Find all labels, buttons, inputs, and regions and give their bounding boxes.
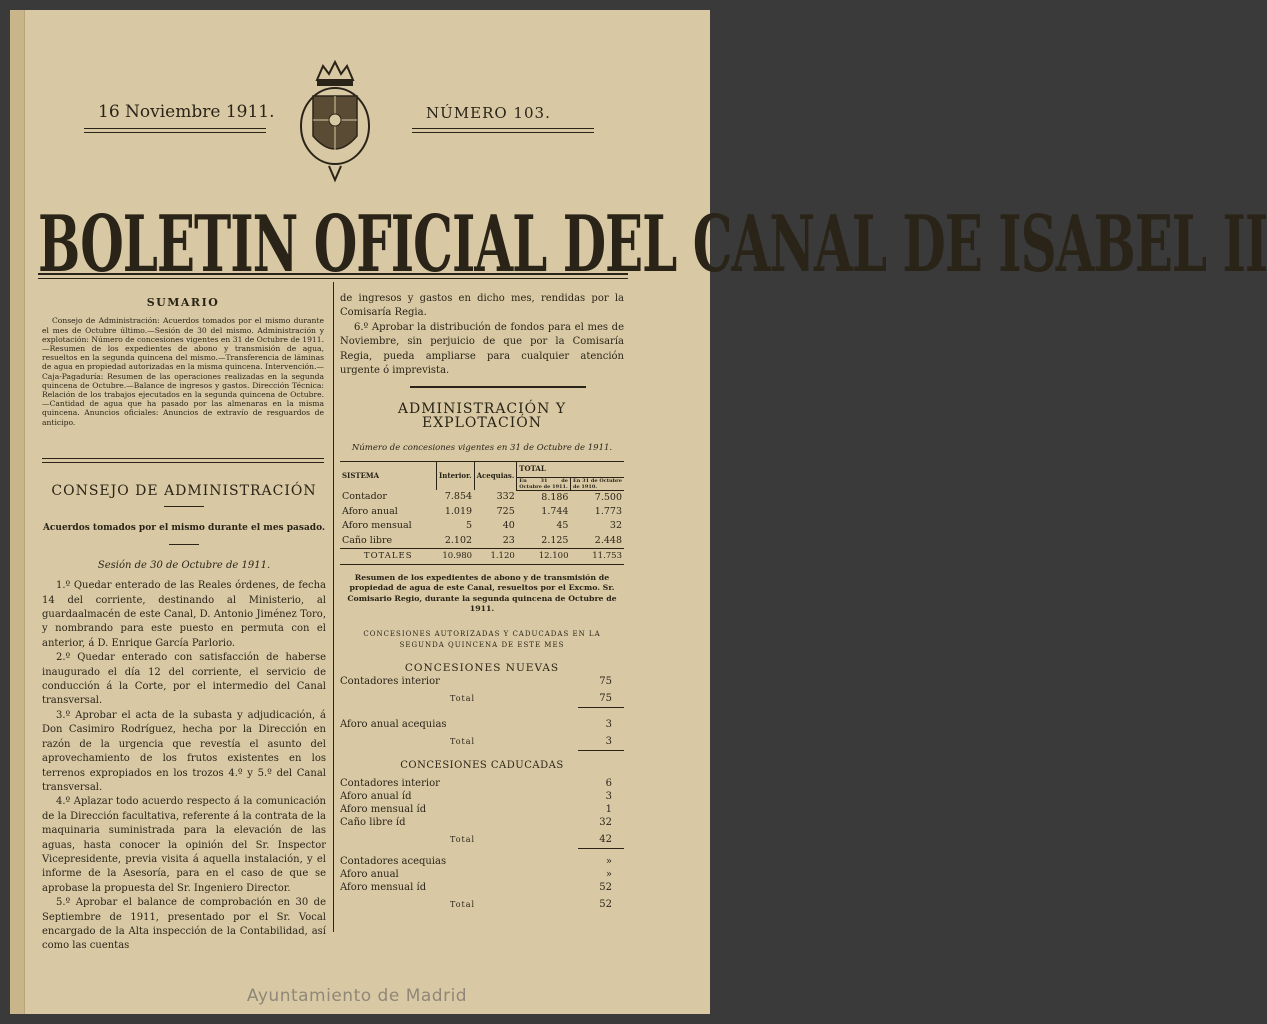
cell: 40 <box>502 520 515 532</box>
table-header: SISTEMA <box>340 462 437 490</box>
list-item <box>340 881 624 894</box>
cell: Aforo mensual <box>342 520 412 532</box>
table-row <box>340 534 624 549</box>
table-header: Acequias. <box>474 462 517 490</box>
list-item <box>340 803 624 816</box>
cell: TOTALES <box>363 551 413 562</box>
item-value: 6 <box>605 778 612 790</box>
item-label: Aforo mensual íd <box>340 882 427 894</box>
divider <box>578 848 624 849</box>
table-row <box>340 490 624 505</box>
cell: 332 <box>496 491 515 503</box>
divider <box>164 506 204 507</box>
caducadas-heading: CONCESIONES CADUCADAS <box>400 760 564 772</box>
item-label: Caño libre íd <box>340 817 406 829</box>
divider <box>578 750 624 751</box>
item-label: Total <box>450 694 476 704</box>
table-row <box>340 519 624 533</box>
consejo-heading: CONSEJO DE ADMINISTRACIÓN <box>51 483 317 499</box>
item-label: Aforo anual acequias <box>340 719 447 731</box>
list-item <box>340 777 624 790</box>
cell: 12.100 <box>538 551 569 562</box>
divider <box>42 458 324 459</box>
cell: 1.120 <box>490 551 515 562</box>
sumario-heading: SUMARIO <box>146 296 220 309</box>
list-item <box>340 868 624 881</box>
page-spine <box>10 10 25 1014</box>
cell: Contador <box>342 491 387 503</box>
cell: 1.019 <box>444 506 473 518</box>
item-value: 52 <box>599 899 612 911</box>
item-label: Total <box>450 835 476 845</box>
item-value: 3 <box>605 719 612 731</box>
sumario-text: Consejo de Administración: Acuerdos tomados por el mismo durante el mes de Octubre último.—Sesión de 30 del mismo. Administración y explotación: Número de concesiones vigentes en 31 de Octubre de 1911.—Resumen de los expedientes de abono y transmisión de agua, resueltos en la segunda quincena del mismo.—Transferencia de láminas de agua en propiedad autorizadas en la misma quincena. Intervención.—Caja-Pagaduría: Resumen de las operaciones realizadas en la segunda quincena de Octubre.—Balance de ingresos y gastos. Dirección Técnica: Relación de los trabajos ejecutados en la segunda quincena de Octubre.—Cantidad de agua que ha pasado por las almenaras en la misma quincena. Anuncios oficiales: Anuncios de extravío de resguardos de anticipo. <box>42 316 324 427</box>
total-row <box>340 692 624 705</box>
cell: 1.744 <box>541 506 569 518</box>
table-header: En 31 de Octubre de 1911. <box>517 477 571 490</box>
masthead-rule <box>38 278 628 279</box>
paragraph: 6.º Aprobar la distribución de fondos para el mes de Noviembre, sin perjuicio de que por la Comisaría Regia, pueda ampliarse para cualquier atención urgente ó imprevista. <box>340 321 624 377</box>
paragraph: de ingresos y gastos en dicho mes, rendidas por la Comisaría Regia. <box>340 293 624 319</box>
list-item <box>340 790 624 803</box>
paragraph: 3.º Aprobar el acta de la subasta y adjudicación, á Don Casimiro Rodríguez, hecha por la Dirección en razón de la urgencia que revestía el asunto del aprovechamiento de los frutos existentes en los terrenos expropiados en los trozos 4.º y 5.º del Canal transversal. <box>42 709 326 793</box>
cell: 8.186 <box>541 491 569 503</box>
cell: 1.773 <box>594 506 622 518</box>
divider <box>42 462 324 463</box>
table-row <box>340 505 624 519</box>
table-title: Número de concesiones vigentes en 31 de Octubre de 1911. <box>351 442 613 453</box>
paragraph: 5.º Aprobar el balance de comprobación en 30 de Septiembre de 1911, presentado por el Sr. Vocal encargado de la Alta inspección de la Contabilidad, así como las cuentas <box>42 897 326 952</box>
total-row <box>340 898 624 911</box>
cell: 10.980 <box>442 551 473 562</box>
divider <box>412 128 594 129</box>
cell: Caño libre <box>342 534 393 546</box>
session-title: Sesión de 30 de Octubre de 1911. <box>97 559 271 571</box>
sumario-section <box>42 296 324 427</box>
item-value: 1 <box>605 804 612 816</box>
item-value: » <box>605 856 612 868</box>
item-value: » <box>605 869 612 881</box>
divider <box>169 544 199 545</box>
admin-heading: ADMINISTRACIÓN Y EXPLOTACIÓN <box>397 401 567 432</box>
cell: 725 <box>496 506 515 518</box>
item-label: Aforo anual íd <box>340 791 412 803</box>
masthead-rule <box>38 273 628 275</box>
issue-date: 16 Noviembre 1911. <box>98 102 275 122</box>
table-header: TOTAL <box>517 462 624 477</box>
item-value: 52 <box>599 882 612 894</box>
newspaper-page <box>10 10 1267 1014</box>
table-header: Interior. <box>437 462 475 490</box>
ornament-rule <box>410 386 586 388</box>
total-row <box>340 833 624 846</box>
consejo-section <box>42 484 326 954</box>
royal-crest-icon <box>295 58 375 188</box>
total-row <box>340 735 624 748</box>
cell: 2.125 <box>541 534 569 546</box>
cell: 7.854 <box>444 491 473 503</box>
concesiones-heading: CONCESIONES AUTORIZADAS Y CADUCADAS EN LA SEGUNDA QUINCENA DE ESTE MES <box>363 629 601 649</box>
cell: 5 <box>466 520 473 532</box>
item-value: 3 <box>605 791 612 803</box>
watermark-text: Ayuntamiento de Madrid <box>246 986 468 1006</box>
list-item <box>340 816 624 829</box>
nuevas-heading: CONCESIONES NUEVAS <box>404 661 560 674</box>
item-label: Total <box>450 900 476 910</box>
item-label: Contadores interior <box>340 778 440 790</box>
item-value: 75 <box>599 676 612 688</box>
list-item <box>340 675 624 688</box>
item-label: Aforo mensual íd <box>340 804 427 816</box>
issue-number: NÚMERO 103. <box>426 104 551 122</box>
cell: 2.102 <box>444 534 473 546</box>
paragraph: 4.º Aplazar todo acuerdo respecto á la comunicación de la Dirección facultativa, referente á la contrata de la maquinaria suministrada para la elevación de las aguas, hasta conocer la opinión del Sr. Inspector Vicepresidente, previa visita á aquella instalación, y el informe de la Asesoría, para en el caso de que se aprobase la propuesta del Sr. Ingeniero Director. <box>42 796 326 894</box>
item-value: 42 <box>599 834 612 846</box>
cell: 32 <box>609 520 622 532</box>
item-label: Contadores acequias <box>340 856 447 868</box>
paragraph: 2.º Quedar enterado con satisfacción de haberse inaugurado el día 12 del corriente, el servicio de conducción á la Corte, por el intermedio del Canal transversal. <box>42 652 326 707</box>
item-label: Total <box>450 737 476 747</box>
consejo-subheading: Acuerdos tomados por el mismo durante el mes pasado. <box>42 523 326 534</box>
item-value: 3 <box>605 736 612 748</box>
item-label: Contadores interior <box>340 676 440 688</box>
masthead-title: BOLETIN OFICIAL DEL CANAL DE ISABEL II <box>38 198 1267 290</box>
table-header: En 31 de Octubre de 1910. <box>570 477 624 490</box>
column-divider <box>333 282 334 932</box>
list-item <box>340 718 624 731</box>
paragraph: 1.º Quedar enterado de las Reales órdenes, de fecha 14 del corriente, destinando al Ministerio, al guardaalmacén de este Canal, D. Antonio Jiménez Toro, y nombrando para este puesto en permuta con el anterior, á D. Enrique García Parlorio. <box>42 580 326 649</box>
divider <box>578 707 624 708</box>
cell: 7.500 <box>594 491 622 503</box>
resumen-text: Resumen de los expedientes de abono y de transmisión de propiedad de agua de este Canal, resueltos por el Excmo. Sr. Comisario Regio, durante la segunda quincena de Octubre de 1911. <box>347 572 617 614</box>
divider <box>84 132 266 133</box>
continuation-text <box>340 292 624 378</box>
cell: 11.753 <box>592 551 622 562</box>
item-value: 75 <box>599 693 612 705</box>
cell: 23 <box>502 534 515 546</box>
cell: 2.448 <box>594 534 622 546</box>
divider <box>412 132 594 133</box>
list-item <box>340 855 624 868</box>
cell: 45 <box>556 520 569 532</box>
divider <box>84 128 266 129</box>
concesiones-table <box>340 461 624 564</box>
item-label: Aforo anual <box>340 869 399 881</box>
admin-section <box>340 402 624 911</box>
cell: Aforo anual <box>342 506 398 518</box>
table-total-row <box>340 549 624 564</box>
item-value: 32 <box>599 817 612 829</box>
